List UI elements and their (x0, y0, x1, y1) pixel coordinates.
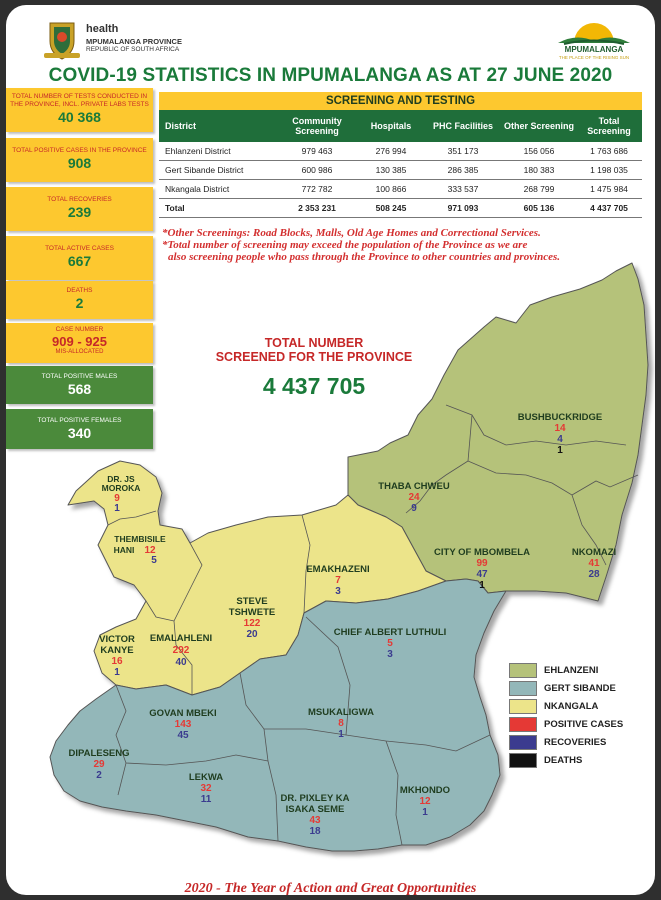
recoveries-value: 3 (387, 649, 393, 660)
recoveries-value: 1 (422, 807, 428, 818)
table-cell: 979 463 (276, 142, 358, 161)
legend-label: EHLANZENI (544, 664, 599, 676)
screening-table-title: SCREENING AND TESTING (159, 92, 642, 110)
legend-swatch (509, 681, 537, 696)
map-legend (509, 661, 623, 769)
table-cell: 508 245 (358, 199, 424, 218)
municipality-name: MOROKA (101, 483, 141, 493)
legend-item-gert-sibande (509, 679, 623, 697)
table-cell: 4 437 705 (576, 199, 642, 218)
table-cell: 2 353 231 (276, 199, 358, 218)
total-screened-label-line: TOTAL NUMBER (264, 336, 364, 350)
positive-cases-value: 24 (408, 492, 420, 503)
positive-cases-value: 41 (588, 558, 600, 569)
infographic-card (6, 5, 655, 895)
municipality-name: ISAKA SEME (285, 804, 345, 815)
recoveries-value: 2 (96, 770, 102, 781)
deaths-value: 1 (557, 445, 563, 456)
positive-cases-value: 9 (114, 493, 120, 504)
positive-cases-value: 143 (174, 719, 192, 730)
table-cell: 1 763 686 (576, 142, 642, 161)
stat-value: 909 - 925 (52, 334, 107, 349)
table-cell: 600 986 (276, 161, 358, 180)
positive-cases-value: 8 (338, 718, 344, 729)
table-cell: Total (159, 199, 276, 218)
stat-label: TOTAL NUMBER OF TESTS CONDUCTED IN THE PROVINCE, INCL. PRIVATE LABS TESTS (10, 93, 149, 108)
legend-item-ehlanzeni (509, 661, 623, 679)
column-header: Hospitals (358, 110, 424, 142)
column-header: Other Screening (502, 110, 576, 142)
positive-cases-value: 14 (554, 423, 566, 434)
legend-label: DEATHS (544, 754, 583, 766)
table-cell: 130 385 (358, 161, 424, 180)
municipality-name: MKHONDO (399, 785, 451, 796)
recoveries-value: 9 (411, 503, 417, 514)
municipality-name: HANI (113, 545, 135, 555)
legend-label: GERT SIBANDE (544, 682, 616, 694)
municipality-name: KANYE (100, 645, 134, 656)
recoveries-value: 28 (588, 569, 600, 580)
column-header: District (159, 110, 276, 142)
positive-cases-value: 43 (309, 815, 321, 826)
legend-swatch (509, 663, 537, 678)
legend-item-nkangala (509, 697, 623, 715)
note-line: *Total number of screening may exceed the population of the Province as we are (162, 239, 528, 251)
stat-value: 340 (67, 425, 92, 441)
legend-label: POSITIVE CASES (544, 718, 624, 730)
legend-swatch (509, 753, 537, 768)
municipality-name: THABA CHWEU (378, 481, 450, 492)
municipality-name: BUSHBUCKRIDGE (517, 412, 603, 423)
recoveries-value: 11 (200, 794, 212, 805)
positive-cases-value: 99 (476, 558, 488, 569)
table-cell: 351 173 (424, 142, 502, 161)
table-cell: 180 383 (502, 161, 576, 180)
total-screened-label (189, 336, 439, 364)
recoveries-value: 20 (246, 629, 258, 640)
column-header: Community Screening (276, 110, 358, 142)
column-header: PHC Facilities (424, 110, 502, 142)
positive-cases-value: 29 (93, 759, 105, 770)
stat-value: 568 (67, 381, 92, 397)
positive-cases-value: 12 (419, 796, 431, 807)
municipality-name: MSUKALIGWA (308, 707, 374, 718)
positive-cases-value: 5 (387, 638, 393, 649)
municipality-name: EMAKHAZENI (306, 564, 370, 575)
positive-cases-value: 32 (200, 783, 212, 794)
positive-cases-value: 7 (335, 575, 341, 586)
table-cell: 971 093 (424, 199, 502, 218)
total-screened-label-line: SCREENED FOR THE PROVINCE (215, 350, 413, 364)
stat-label: TOTAL POSITIVE CASES IN THE PROVINCE (12, 147, 147, 154)
deaths-value: 1 (479, 580, 485, 591)
stat-value: 908 (67, 155, 92, 171)
legend-label: NKANGALA (544, 700, 599, 712)
table-cell: 156 056 (502, 142, 576, 161)
recoveries-value: 4 (557, 434, 563, 445)
note-line: *Other Screenings: Road Blocks, Malls, Old Age Homes and Correctional Services. (162, 227, 541, 239)
positive-cases-value: 122 (243, 618, 261, 629)
positive-cases-value: 16 (111, 656, 123, 667)
legend-swatch (509, 735, 537, 750)
stat-label: TOTAL POSITIVE MALES (41, 373, 118, 380)
municipality-name: DR. PIXLEY KA (280, 793, 350, 804)
health-label: health (86, 23, 119, 35)
brand-label: MPUMALANGA (564, 45, 624, 54)
municipality-name: LEKWA (188, 772, 224, 783)
recoveries-value: 1 (114, 667, 120, 678)
table-cell: 1 475 984 (576, 180, 642, 199)
stat-label: TOTAL RECOVERIES (47, 196, 112, 203)
stat-label: TOTAL ACTIVE CASES (45, 245, 114, 252)
recoveries-value: 47 (476, 569, 488, 580)
legend-item-deaths (509, 751, 623, 769)
municipality-name: GOVAN MBEKI (149, 708, 217, 719)
table-cell: 276 994 (358, 142, 424, 161)
municipality-name: DR. JS (107, 474, 135, 484)
table-cell: 100 866 (358, 180, 424, 199)
municipality-name: TSHWETE (228, 607, 276, 618)
stat-label: DEATHS (66, 287, 93, 294)
table-cell: Gert Sibande District (159, 161, 276, 180)
legend-item-recoveries (509, 733, 623, 751)
province-label: MPUMALANGA PROVINCE (86, 37, 182, 46)
municipality-name: DIPALESENG (68, 748, 130, 759)
republic-label: REPUBLIC OF SOUTH AFRICA (86, 46, 180, 53)
stat-sublabel: MIS-ALLOCATED (55, 349, 104, 355)
table-cell: 286 385 (424, 161, 502, 180)
legend-label: RECOVERIES (544, 736, 607, 748)
table-cell: Nkangala District (159, 180, 276, 199)
footer-slogan: 2020 - The Year of Action and Great Opportunities (184, 881, 477, 895)
page-title: COVID-19 STATISTICS IN MPUMALANGA AS AT 27 JUNE 2020 (48, 65, 613, 86)
table-cell: 605 136 (502, 199, 576, 218)
stat-label: TOTAL POSITIVE FEMALES (37, 417, 122, 424)
note-line: also screening people who pass through the Province to other countries and provinces. (168, 251, 561, 263)
tagline-label: THE PLACE OF THE RISING SUN (558, 55, 630, 60)
municipality-name: CHIEF ALBERT LUTHULI (333, 627, 447, 638)
stat-value: 667 (67, 253, 92, 269)
municipality-name: STEVE (236, 596, 268, 607)
positive-cases-value: 12 (144, 545, 156, 556)
recoveries-value: 40 (175, 657, 187, 668)
legend-swatch (509, 699, 537, 714)
table-cell: Ehlanzeni District (159, 142, 276, 161)
municipality-name: EMALAHLENI (149, 633, 213, 644)
stat-value: 239 (67, 204, 92, 220)
positive-cases-value: 292 (172, 645, 190, 656)
table-cell: 268 799 (502, 180, 576, 199)
recoveries-value: 1 (338, 729, 344, 740)
stat-value: 40 368 (58, 109, 101, 125)
municipality-name: VICTOR (99, 634, 135, 645)
legend-swatch (509, 717, 537, 732)
recoveries-value: 3 (335, 586, 341, 597)
municipality-name: NKOMAZI (571, 547, 617, 558)
municipality-name: CITY OF MBOMBELA (434, 547, 530, 558)
recoveries-value: 18 (309, 826, 321, 837)
legend-item-positive-cases (509, 715, 623, 733)
stat-label: CASE NUMBER (55, 326, 104, 333)
recoveries-value: 45 (177, 730, 189, 741)
recoveries-value: 5 (151, 555, 157, 566)
recoveries-value: 1 (114, 503, 120, 514)
table-cell: 333 537 (424, 180, 502, 199)
table-cell: 1 198 035 (576, 161, 642, 180)
municipality-name: THEMBISILE (114, 534, 166, 544)
column-header: Total Screening (576, 110, 642, 142)
table-cell: 772 782 (276, 180, 358, 199)
total-screened-value: 4 437 705 (262, 373, 366, 399)
stat-value: 2 (75, 295, 84, 311)
